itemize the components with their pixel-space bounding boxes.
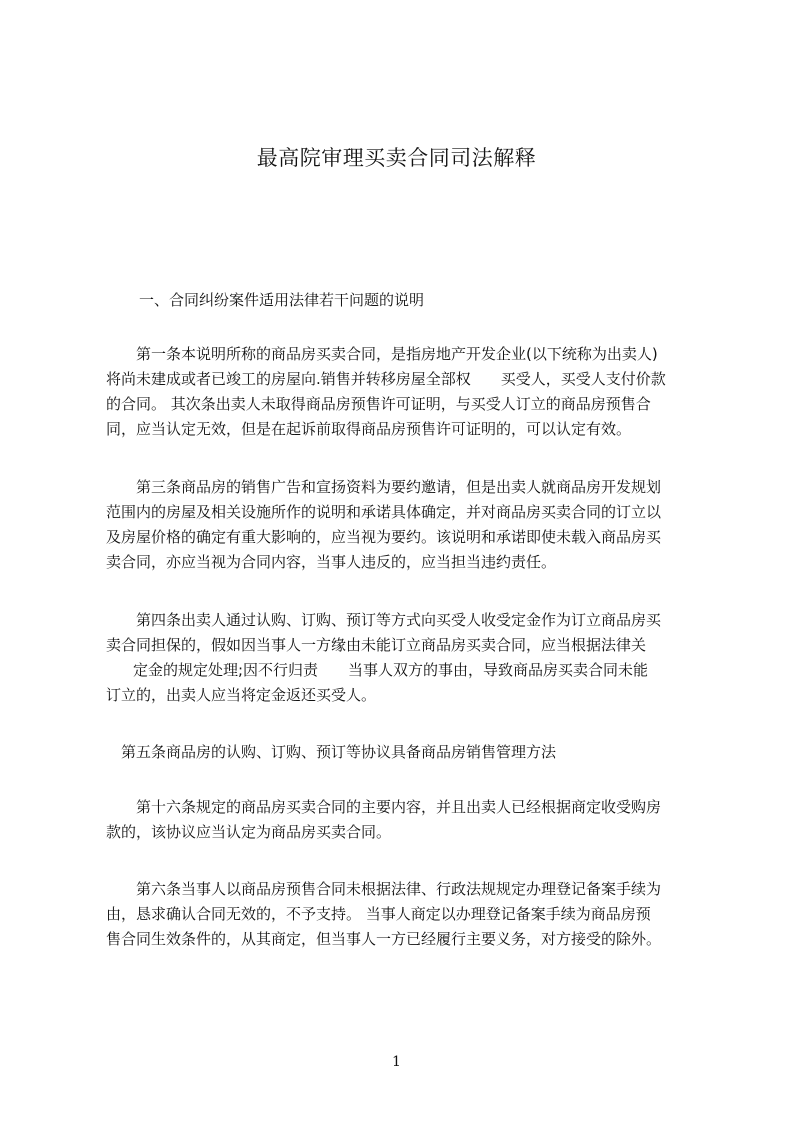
paragraph-line: 将尚未建成或者已竣工的房屋向.销售并转移房屋全部权 买受人，买受人支付价款	[106, 370, 666, 388]
paragraph-article-6	[106, 877, 698, 952]
paragraph-line: 订立的，出卖人应当将定金返还买受人。	[106, 686, 377, 704]
paragraph-line: 由，恳求确认合同无效的，不予支持。 当事人商定以办理登记备案手续为商品房预	[106, 905, 651, 923]
section-heading: 一、合同纠纷案件适用法律若干问题的说明	[139, 291, 425, 309]
paragraph-article-5	[106, 740, 698, 765]
paragraph-line: 卖合同担保的，假如因当事人一方缘由未能订立商品房买卖合同，应当根据法律关	[106, 636, 647, 654]
paragraph-line: 第六条当事人以商品房预售合同未根据法律、行政法规规定办理登记备案手续为	[106, 880, 662, 898]
paragraph-line: 及房屋价格的确定有重大影响的，应当视为要约。该说明和承诺即使未载入商品房买	[106, 528, 662, 546]
document-title: 最高院审理买卖合同司法解释	[256, 146, 537, 170]
paragraph-line: 第三条商品房的销售广告和宣扬资料为要约邀请，但是出卖人就商品房开发规划	[106, 478, 662, 496]
page-number: 1	[392, 1054, 401, 1070]
paragraph-line: 第四条出卖人通过认购、订购、预订等方式向买受人收受定金作为订立商品房买	[106, 611, 662, 629]
paragraph-line: 第十六条规定的商品房买卖合同的主要内容，并且出卖人已经根据商定收受购房	[106, 798, 662, 816]
paragraph-line: 第五条商品房的认购、订购、预订等协议具备商品房销售管理方法	[106, 743, 557, 761]
paragraph-article-3	[106, 475, 698, 575]
paragraph-article-16	[106, 795, 698, 845]
paragraph-line: 卖合同，亦应当视为合同内容，当事人违反的，应当担当违约责任。	[106, 553, 557, 571]
paragraph-article-4	[106, 608, 698, 708]
paragraph-line: 款的，该协议应当认定为商品房买卖合同。	[106, 823, 392, 841]
paragraph-line: 的合同。 其次条出卖人未取得商品房预售许可证明，与买受人订立的商品房预售合	[106, 395, 651, 413]
paragraph-line: 售合同生效条件的，从其商定，但当事人一方已经履行主要义务，对方接受的除外。	[106, 930, 662, 948]
paragraph-line: 第一条本说明所称的商品房买卖合同，是指房地产开发企业(以下统称为出卖人)	[106, 345, 658, 363]
paragraph-line: 范围内的房屋及相关设施所作的说明和承诺具体确定，并对商品房买卖合同的订立以	[106, 503, 662, 521]
paragraph-article-1-2	[106, 342, 698, 442]
paragraph-line: 同，应当认定无效，但是在起诉前取得商品房预售许可证明的，可以认定有效。	[106, 420, 632, 438]
paragraph-line: 定金的规定处理;因不行归责 当事人双方的事由，导致商品房买卖合同未能	[118, 661, 649, 679]
